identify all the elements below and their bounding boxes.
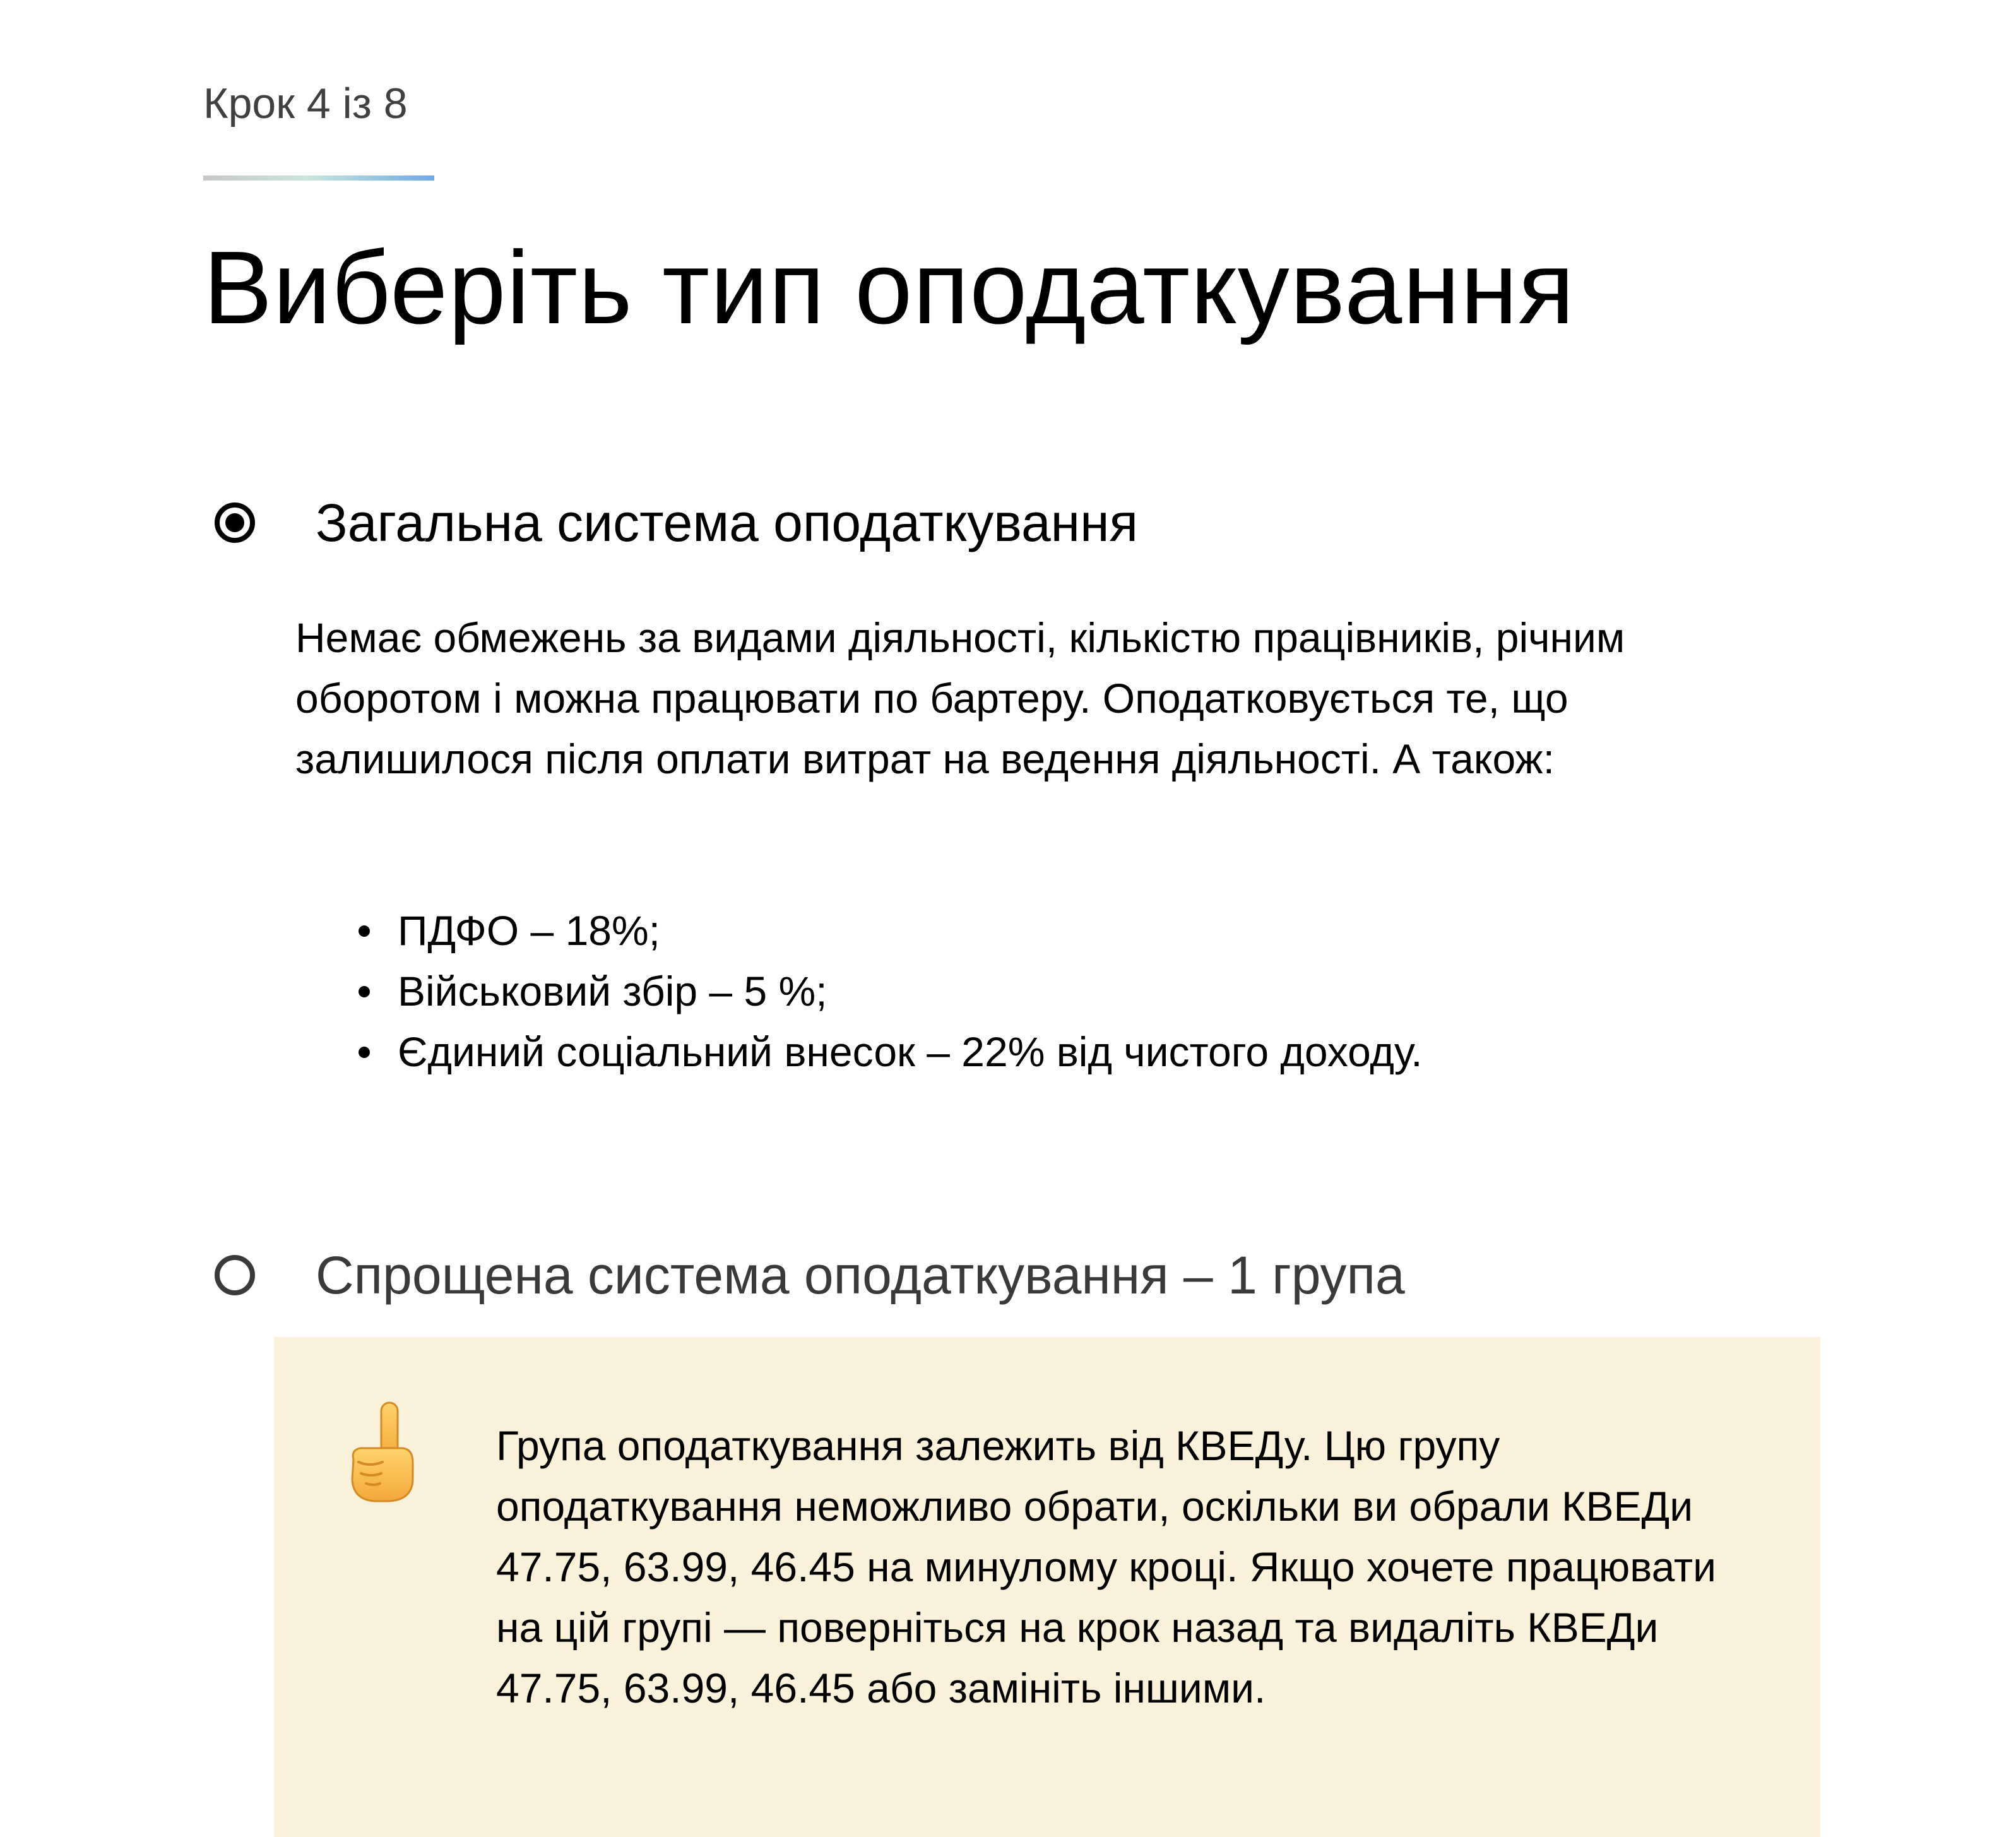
list-item-social-contribution: Єдиний соціальний внесок – 22% від чистого доходу. bbox=[347, 1021, 1423, 1082]
radio-button-general[interactable] bbox=[215, 502, 255, 543]
pointing-up-hand-icon bbox=[345, 1399, 420, 1506]
tax-rates-list bbox=[347, 900, 1423, 1082]
kved-notice-text: Група оподаткування залежить від КВЕДу. Цю групу оподаткування неможливо обрати, оскільки ви обрали КВЕДи 47.75, 63.99, 46.45 на минулому кроці. Якщо хочете працювати на цій групі — поверніться на крок назад та видаліть КВЕДи 47.75, 63.99, 46.45 або замініть іншими. bbox=[496, 1422, 1716, 1711]
tax-option-general-label[interactable]: Загальна система оподаткування bbox=[316, 493, 1138, 552]
radio-button-simplified-group-1[interactable] bbox=[215, 1255, 255, 1295]
tax-option-general[interactable] bbox=[215, 491, 1138, 554]
step-indicator bbox=[203, 74, 434, 181]
list-item-military-levy: Військовий збір – 5 %; bbox=[347, 961, 1423, 1021]
radio-selected-dot bbox=[225, 513, 244, 532]
kved-notice-box bbox=[274, 1337, 1820, 1837]
tax-option-simplified-group-1[interactable] bbox=[215, 1244, 1405, 1307]
step-progress-underline bbox=[203, 175, 434, 181]
page-title: Виберіть тип оподаткування bbox=[203, 230, 1575, 345]
step-label: Крок 4 із 8 bbox=[203, 80, 408, 128]
list-item-pdfo: ПДФО – 18%; bbox=[347, 900, 1423, 961]
tax-option-simplified-group-1-label[interactable]: Спрощена система оподаткування – 1 група bbox=[316, 1245, 1405, 1305]
tax-option-general-description: Немає обмежень за видами діяльності, кількістю працівників, річним оборотом і можна працювати по бартеру. Оподатковується те, що залишилося після оплати витрат на ведення діяльності. А також: bbox=[295, 614, 1625, 782]
